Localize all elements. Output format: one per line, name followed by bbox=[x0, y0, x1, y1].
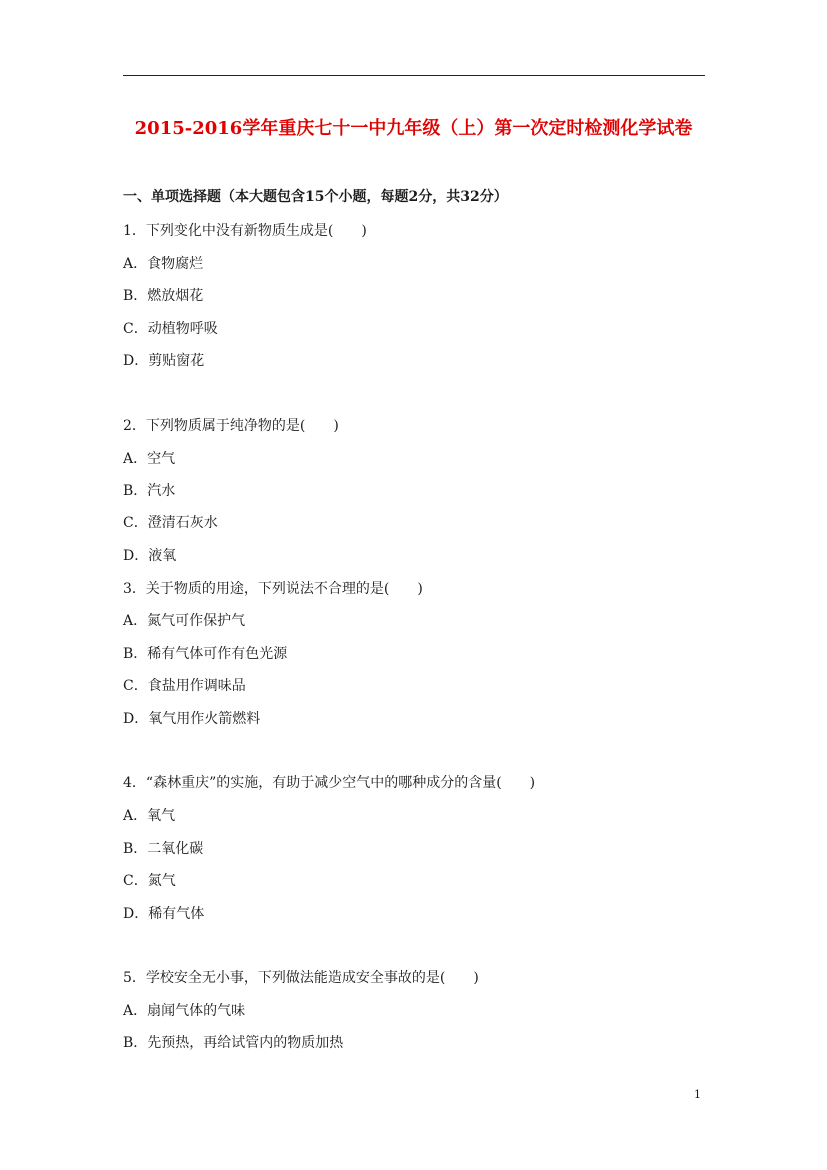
question-4-option-b: B．二氧化碳 bbox=[123, 841, 204, 857]
header-rule bbox=[123, 75, 705, 76]
question-3-option-c: C．食盐用作调味品 bbox=[123, 678, 246, 694]
question-2-option-c: C．澄清石灰水 bbox=[123, 515, 218, 531]
question-2-option-b: B．汽水 bbox=[123, 483, 176, 499]
question-5-option-a: A．扇闻气体的气味 bbox=[123, 1003, 246, 1019]
question-3-option-a: A．氮气可作保护气 bbox=[123, 613, 246, 629]
question-3-stem: 3．关于物质的用途，下列说法不合理的是( ) bbox=[123, 581, 423, 597]
question-2-option-d: D．液氧 bbox=[123, 548, 177, 564]
question-4-option-a: A．氧气 bbox=[123, 808, 176, 824]
question-1-option-c: C．动植物呼吸 bbox=[123, 321, 218, 337]
exam-title: 2015-2016学年重庆七十一中九年级（上）第一次定时检测化学试卷 bbox=[134, 118, 693, 139]
question-5-stem: 5．学校安全无小事，下列做法能造成安全事故的是( ) bbox=[123, 970, 479, 986]
section-heading: 一、单项选择题（本大题包含15个小题，每题2分，共32分） bbox=[123, 189, 508, 205]
question-3-option-d: D．氧气用作火箭燃料 bbox=[123, 711, 261, 727]
question-1-option-d: D．剪贴窗花 bbox=[123, 353, 205, 369]
question-1-option-b: B．燃放烟花 bbox=[123, 288, 204, 304]
question-1-option-a: A．食物腐烂 bbox=[123, 256, 204, 272]
question-4-option-c: C．氮气 bbox=[123, 873, 176, 889]
question-1-stem: 1．下列变化中没有新物质生成是( ) bbox=[123, 223, 367, 239]
question-2-option-a: A．空气 bbox=[123, 451, 176, 467]
question-2-stem: 2．下列物质属于纯净物的是( ) bbox=[123, 418, 339, 434]
question-4-option-d: D．稀有气体 bbox=[123, 906, 205, 922]
page-number: 1 bbox=[694, 1088, 701, 1101]
question-4-stem: 4．“森林重庆”的实施，有助于减少空气中的哪种成分的含量( ) bbox=[123, 775, 536, 791]
question-3-option-b: B．稀有气体可作有色光源 bbox=[123, 646, 288, 662]
question-5-option-b: B．先预热，再给试管内的物质加热 bbox=[123, 1035, 344, 1051]
